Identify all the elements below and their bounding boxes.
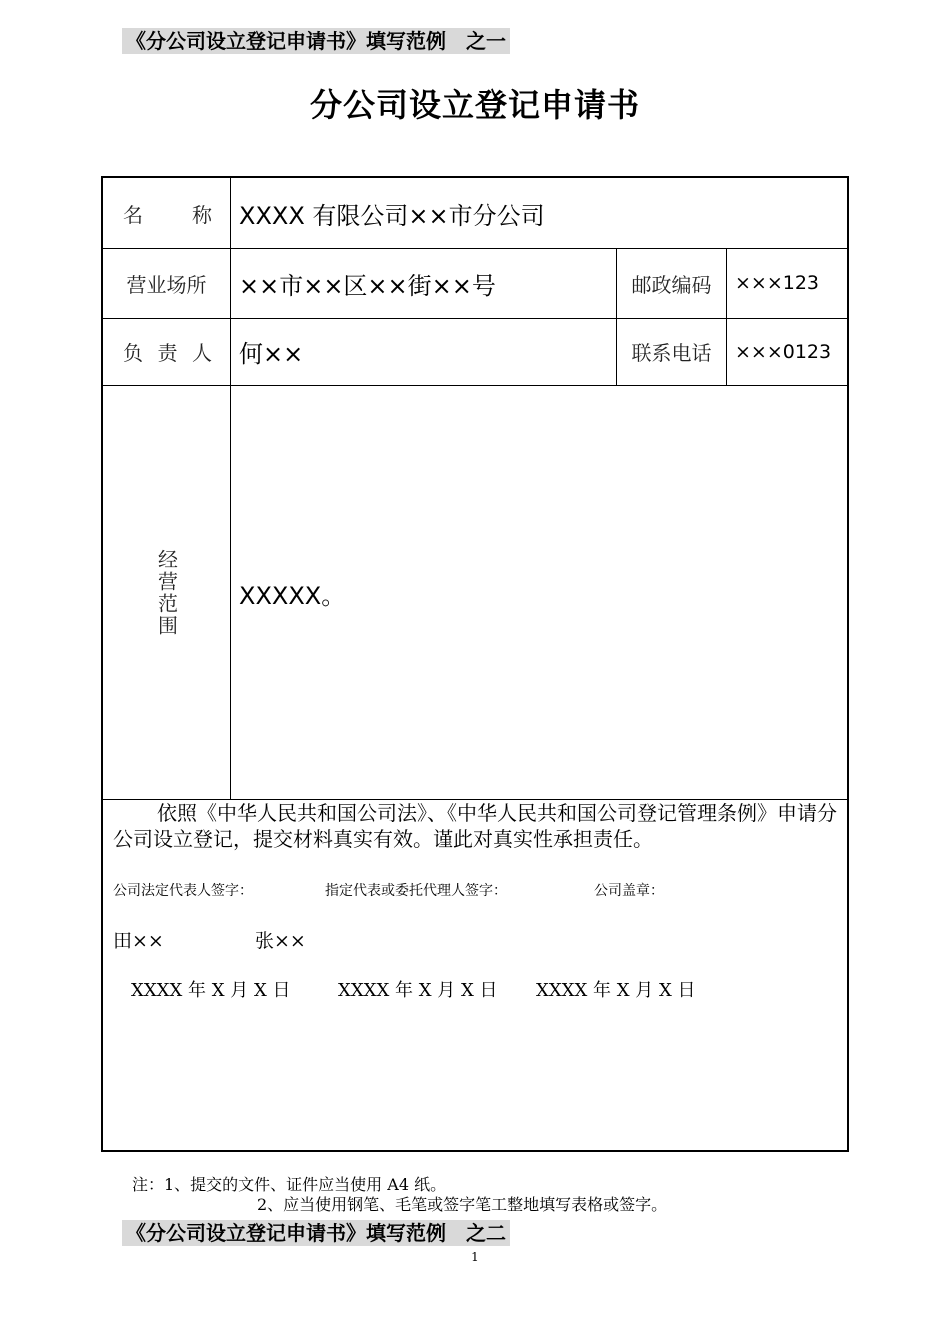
- manager-label: [103, 318, 230, 385]
- phone-value[interactable]: ×××0123: [735, 340, 832, 363]
- premises-label: 营业场所: [126, 272, 207, 297]
- note-line-2: 2、应当使用钢笔、毛笔或签字笔工整地填写表格或签字。: [257, 1195, 668, 1214]
- phone-label: 联系电话: [631, 341, 712, 365]
- business-scope-label-text: 经营范围: [154, 549, 179, 637]
- agent-signature-label: 指定代表或委托代理人签字：: [325, 883, 507, 899]
- business-scope-value[interactable]: XXXXX。: [239, 581, 346, 610]
- legal-rep-date[interactable]: XXXX 年 X 月 X 日: [131, 980, 291, 1001]
- premises-value[interactable]: ××市××区××街××号: [239, 271, 496, 300]
- legal-rep-signature-label: 公司法定代表人签字：: [113, 883, 253, 899]
- example-banner-bottom: 《分公司设立登记申请书》填写范例 之二: [122, 1220, 510, 1246]
- business-scope-label: [103, 386, 231, 800]
- note-line-1: 注：1、提交的文件、证件应当使用 A4 纸。: [132, 1175, 447, 1194]
- manager-label-char: 人: [192, 341, 212, 365]
- example-banner-top: 《分公司设立登记申请书》填写范例 之一: [122, 28, 510, 54]
- name-label-char: 名: [123, 202, 143, 227]
- agent-date[interactable]: XXXX 年 X 月 X 日: [338, 980, 498, 1001]
- column-divider: [726, 248, 727, 386]
- agent-signature[interactable]: 张××: [255, 930, 306, 952]
- declaration-text: 依照《中华人民共和国公司法》、《中华人民共和国公司登记管理条例》申请分公司设立登记，提交材料真实有效。谨此对真实性承担责任。: [113, 801, 837, 851]
- legal-rep-signature[interactable]: 田××: [113, 930, 164, 952]
- application-form: [101, 176, 849, 1152]
- postal-code-label: 邮政编码: [631, 272, 712, 297]
- page-number: 1: [471, 1250, 479, 1264]
- company-seal-label: 公司盖章：: [594, 883, 664, 899]
- name-label-char: 称: [192, 202, 212, 227]
- manager-label-char: 责: [157, 341, 178, 365]
- postal-code-value[interactable]: ×××123: [735, 272, 820, 294]
- manager-value[interactable]: 何××: [239, 340, 304, 368]
- document-title: 分公司设立登记申请书: [309, 86, 640, 124]
- name-label: [103, 178, 230, 248]
- seal-date[interactable]: XXXX 年 X 月 X 日: [536, 980, 696, 1001]
- manager-label-char: 负: [123, 341, 143, 365]
- name-value[interactable]: XXXX 有限公司××市分公司: [239, 201, 545, 230]
